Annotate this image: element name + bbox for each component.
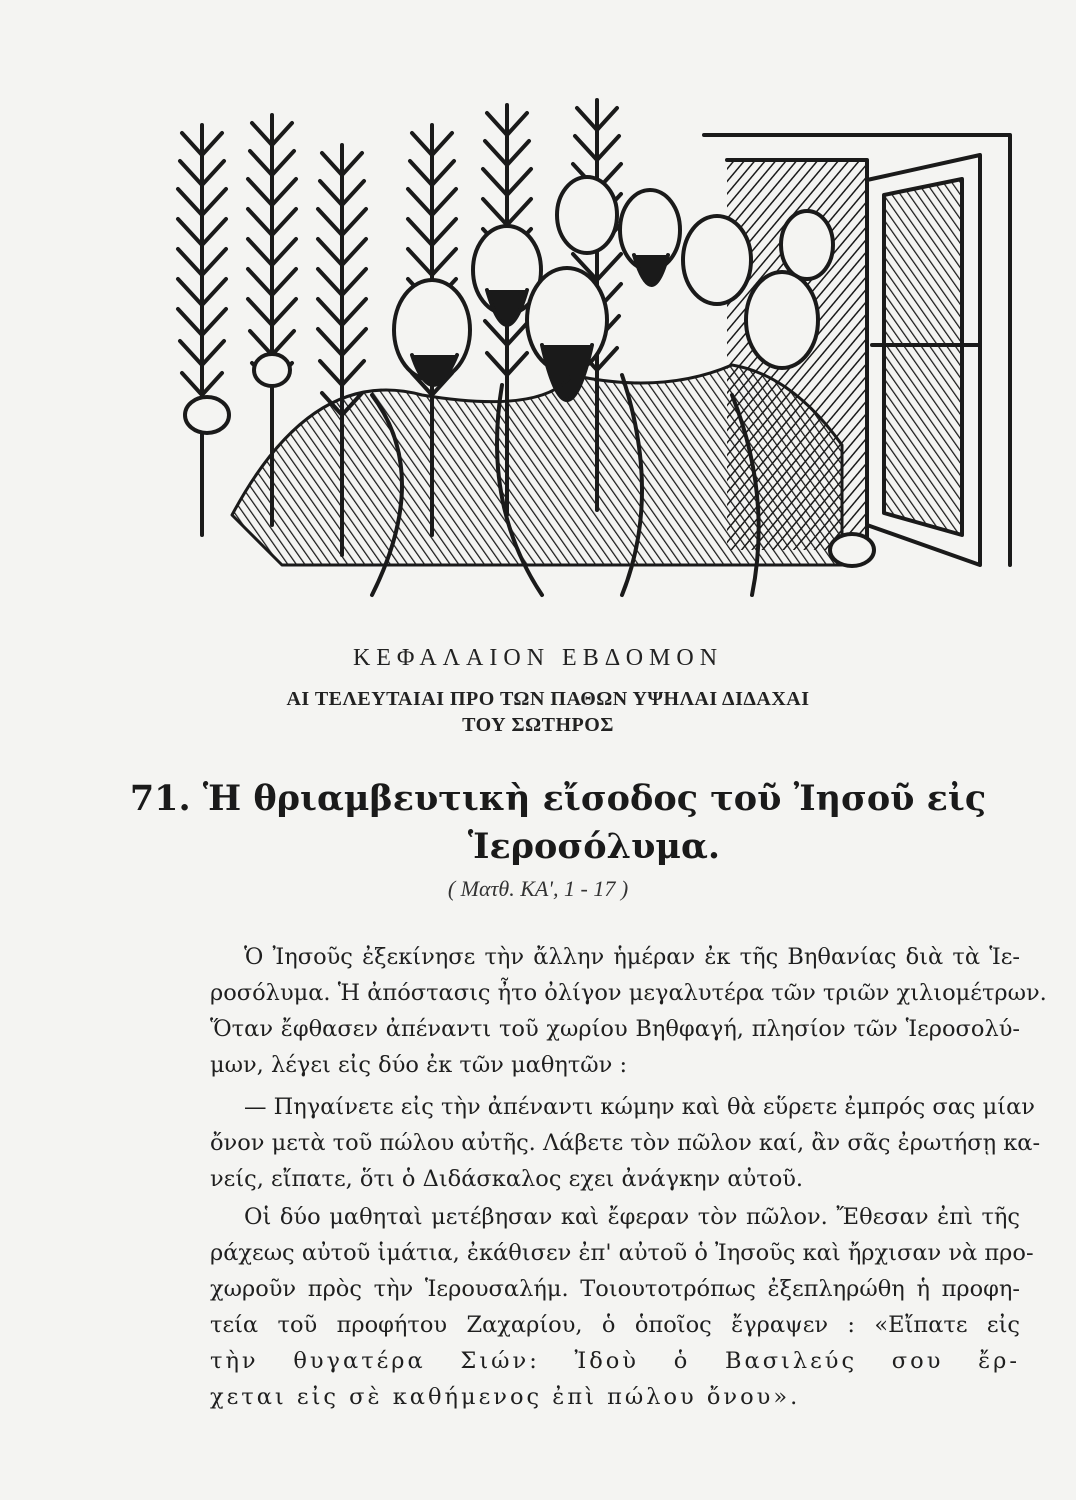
body-line: ὄνον μετὰ τοῦ πώλου αὐτῆς. Λάβετε τὸν πῶλον καί, ἂν σᾶς ἐρωτήσῃ κα- bbox=[210, 1130, 1041, 1156]
body-line: μων, λέγει εἰς δύο ἐκ τῶν μαθητῶν : bbox=[210, 1052, 628, 1078]
body-line: Οἱ δύο μαθηταὶ μετέβησαν καὶ ἔφεραν τὸν πῶλον. Ἔθεσαν ἐπὶ τῆς bbox=[244, 1204, 1020, 1230]
body-line: Ὅταν ἔφθασεν ἀπέναντι τοῦ χωρίου Βηθφαγή, πλησίον τῶν Ἱεροσολύ- bbox=[210, 1016, 1020, 1042]
body-line: τὴν θυγατέρα Σιών: Ἰδοὺ ὁ Βασιλεύς σου ἔρ- bbox=[210, 1348, 1020, 1374]
body-line: Ὁ Ἰησοῦς ἐξεκίνησε τὴν ἄλλην ἡμέραν ἐκ τῆς Βηθανίας διὰ τὰ Ἱε- bbox=[244, 944, 1020, 970]
body-line: χωροῦν πρὸς τὴν Ἱερουσαλήμ. Τοιουτοτρόπως ἐξεπληρώθη ἡ προφη- bbox=[210, 1276, 1020, 1302]
body-line: ροσόλυμα. Ἡ ἀπόστασις ἦτο ὀλίγον μεγαλυτέρα τῶν τριῶν χιλιομέτρων. bbox=[210, 980, 1047, 1006]
section-title-line-2: Ἱεροσόλυμα. bbox=[467, 826, 721, 867]
body-line: χεται εἰς σὲ καθήμενος ἐπὶ πώλου ὄνου». bbox=[210, 1384, 801, 1410]
chapter-subtitle-line-2: ΤΟΥ ΣΩΤΗΡΟΣ bbox=[462, 714, 614, 736]
section-title-line-1: 71. Ἡ θριαμβευτικὴ εἴσοδος τοῦ Ἰησοῦ εἰς bbox=[129, 778, 987, 819]
body-line: τεία τοῦ προφήτου Ζαχαρίου, ὁ ὁποῖος ἔγραψεν : «Εἴπατε εἰς bbox=[210, 1312, 1020, 1338]
chapter-label: ΚΕΦΑΛΑΙΟΝ ΕΒΔΟΜΟΝ bbox=[352, 645, 724, 671]
scripture-reference: ( Ματθ. ΚΑ', 1 - 17 ) bbox=[447, 876, 629, 901]
chapter-subtitle-line-1: ΑΙ ΤΕΛΕΥΤΑΙΑΙ ΠΡΟ ΤΩΝ ΠΑΘΩΝ ΥΨΗΛΑΙ ΔΙΔΑΧΑΙ bbox=[286, 688, 810, 710]
palm-sunday-illustration bbox=[172, 95, 1012, 600]
body-line: — Πηγαίνετε εἰς τὴν ἀπέναντι κώμην καὶ θὰ εὕρετε ἐμπρός σας μίαν bbox=[244, 1094, 1035, 1120]
body-line: ράχεως αὐτοῦ ἱμάτια, ἐκάθισεν ἐπ' αὐτοῦ ὁ Ἰησοῦς καὶ ἤρχισαν νὰ προ- bbox=[210, 1240, 1034, 1266]
body-line: νείς, εἴπατε, ὅτι ὁ Διδάσκαλος εχει ἀνάγκην αὐτοῦ. bbox=[210, 1166, 804, 1192]
